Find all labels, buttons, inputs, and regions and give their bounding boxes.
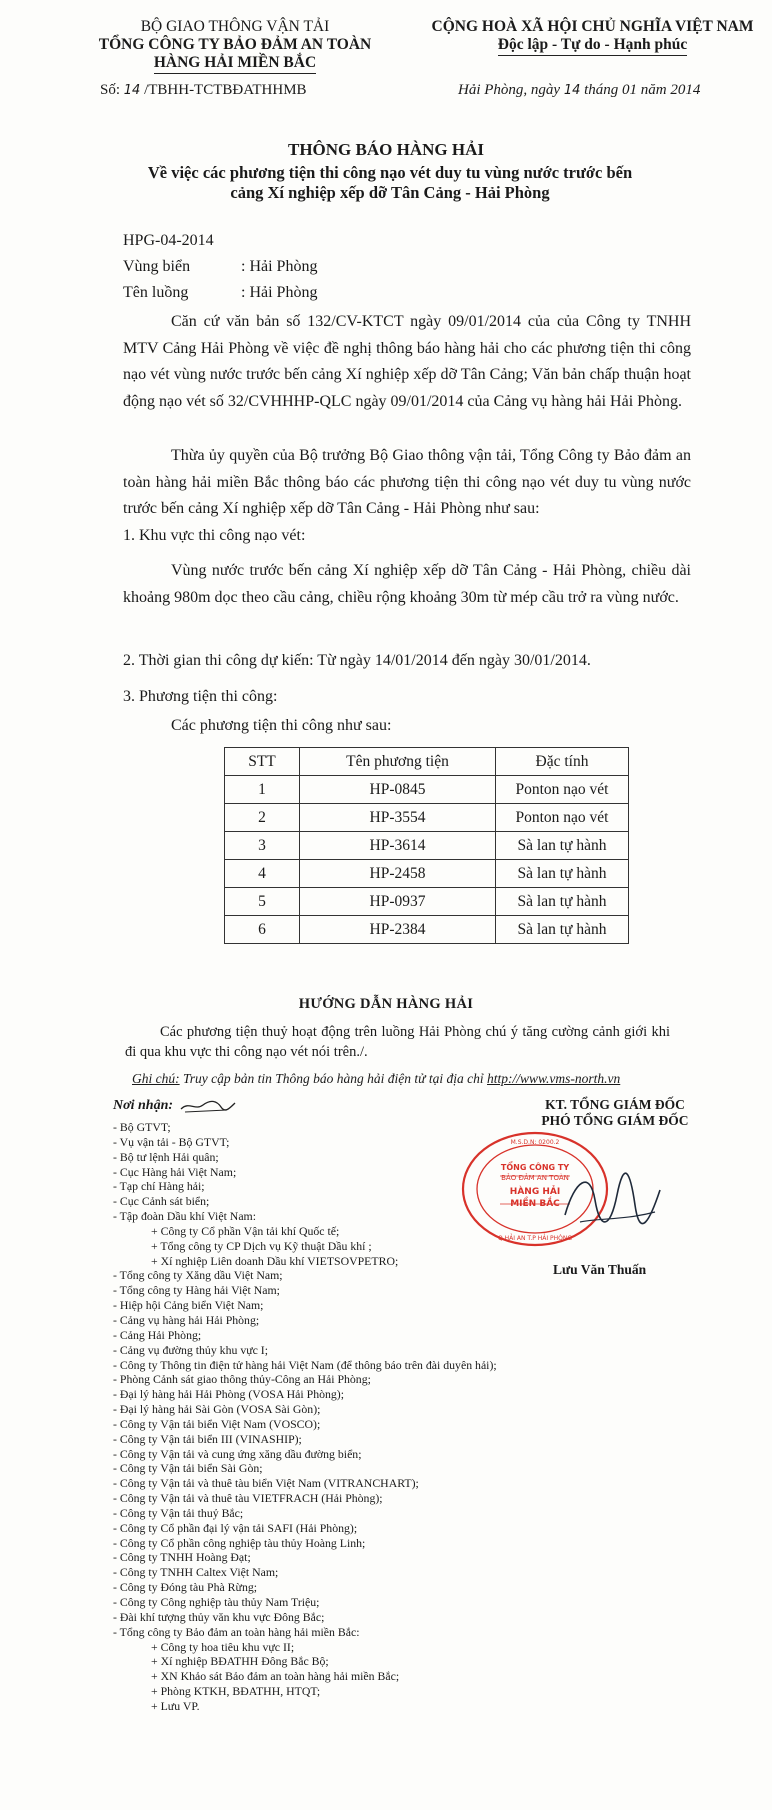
paragraph-basis: Căn cứ văn bản số 132/CV-KTCT ngày 09/01/2014 của của Công ty TNHH MTV Cảng Hải Phòng về việc đề nghị thông báo hàng hải cho các phương tiện thi công nạo vét vùng nước trước bến cảng Xí nghiệp xếp dỡ Tân Cảng; Văn bản chấp thuận hoạt động nạo vét số 32/CVHHHP-QLC ngày 09/01/2014 của Cảng vụ hàng hải Hải Phòng. bbox=[123, 313, 691, 410]
recipient-item: - Công ty Vận tải biển Sài Gòn; bbox=[113, 1461, 263, 1476]
recipient-item: - Công ty Vận tải và cung ứng xăng dầu đường biển; bbox=[113, 1446, 362, 1461]
country-name: CỘNG HOÀ XÃ HỘI CHỦ NGHĨA VIỆT NAM bbox=[431, 18, 754, 35]
national-motto: Độc lập - Tự do - Hạnh phúc bbox=[498, 36, 687, 56]
cell-vehicle: HP-0845 bbox=[300, 776, 496, 804]
recipient-item: - Hiệp hội Cảng biển Việt Nam; bbox=[113, 1298, 264, 1313]
vehicles-table bbox=[224, 747, 629, 944]
cell-stt: 1 bbox=[225, 776, 300, 804]
website-link[interactable]: http://www.vms-north.vn bbox=[487, 1071, 621, 1086]
cell-vehicle: HP-2384 bbox=[300, 916, 496, 944]
recipient-item: - Tạp chí Hàng hải; bbox=[113, 1179, 205, 1194]
table-header-row bbox=[225, 748, 629, 776]
place-date-prefix: Hải Phòng, ngày bbox=[458, 82, 561, 98]
signature-title-line1: KT. TỔNG GIÁM ĐỐC bbox=[545, 1097, 685, 1112]
recipient-item: - Phòng Cảnh sát giao thông thủy-Công an Hải Phòng; bbox=[113, 1372, 371, 1387]
sea-area-value: : Hải Phòng bbox=[241, 258, 318, 275]
cell-type: Sà lan tự hành bbox=[496, 860, 629, 888]
place-date bbox=[458, 82, 700, 99]
recipient-item: - Công ty Vận tải và thuê tàu biển Việt Nam (VITRANCHART); bbox=[113, 1476, 419, 1491]
recipient-item: - Đại lý hàng hải Sài Gòn (VOSA Sài Gòn); bbox=[113, 1402, 321, 1417]
section-2: 2. Thời gian thi công dự kiến: Từ ngày 14/01/2014 đến ngày 30/01/2014. bbox=[123, 652, 591, 669]
section-1-text: Vùng nước trước bến cảng Xí nghiệp xếp dỡ Tân Cảng - Hải Phòng, chiều dài khoảng 980m dọc theo cầu cảng, chiều rộng khoảng 30m từ mép cầu trở ra vùng nước. bbox=[123, 562, 691, 606]
recipient-item: + XN Khảo sát Bảo đảm an toàn hàng hải miền Bắc; bbox=[151, 1669, 400, 1684]
document-title: THÔNG BÁO HÀNG HẢI bbox=[288, 140, 484, 159]
cell-vehicle: HP-2458 bbox=[300, 860, 496, 888]
svg-text:Q.HẢI AN T.P HẢI PHÒNG: Q.HẢI AN T.P HẢI PHÒNG bbox=[497, 1235, 573, 1242]
recipient-item: - Công ty Đóng tàu Phà Rừng; bbox=[113, 1580, 258, 1595]
recipient-item: - Bộ GTVT; bbox=[113, 1120, 171, 1134]
cell-stt: 6 bbox=[225, 916, 300, 944]
cell-type: Sà lan tự hành bbox=[496, 888, 629, 916]
recipient-item: - Cục Cảnh sát biển; bbox=[113, 1194, 210, 1209]
signature-title-line2: PHÓ TỔNG GIÁM ĐỐC bbox=[541, 1113, 689, 1128]
recipient-item: - Tổng công ty Bảo đảm an toàn hàng hải miền Bắc: bbox=[113, 1624, 360, 1639]
recipient-item: - Tập đoàn Dầu khí Việt Nam: bbox=[113, 1209, 257, 1224]
recipient-item: + Công ty hoa tiêu khu vực II; bbox=[151, 1639, 295, 1654]
table-row bbox=[225, 776, 629, 804]
recipient-item: - Cảng vụ đường thủy khu vực I; bbox=[113, 1342, 269, 1357]
signature-block-title bbox=[490, 1097, 740, 1129]
document-subtitle: Về việc các phương tiện thi công nạo vét duy tu vùng nước trước bến cảng Xí nghiệp xếp dỡ Tân Cảng - Hải Phòng bbox=[147, 163, 633, 202]
place-date-suffix: tháng 01 năm 2014 bbox=[584, 82, 701, 98]
recipient-item: + Xí nghiệp BĐATHH Đông Bắc Bộ; bbox=[151, 1654, 329, 1669]
table-row bbox=[225, 916, 629, 944]
svg-text:HÀNG HẢI: HÀNG HẢI bbox=[509, 1187, 561, 1197]
place-date-day: 14 bbox=[563, 83, 581, 98]
section-1-heading: 1. Khu vực thi công nạo vét: bbox=[123, 527, 306, 544]
recipient-item: - Cục Hàng hải Việt Nam; bbox=[113, 1164, 237, 1179]
recipient-item: - Tổng công ty Hàng hải Việt Nam; bbox=[113, 1283, 280, 1298]
cell-vehicle: HP-3614 bbox=[300, 832, 496, 860]
table-row bbox=[225, 888, 629, 916]
company-name-line1: TỔNG CÔNG TY BẢO ĐẢM AN TOÀN bbox=[98, 36, 372, 53]
svg-text:MIỀN BẮC: MIỀN BẮC bbox=[510, 1199, 560, 1209]
recipients-heading bbox=[113, 1097, 237, 1115]
doc-no-handwritten: 14 bbox=[123, 83, 141, 98]
cell-vehicle: HP-0937 bbox=[300, 888, 496, 916]
recipient-item: - Vụ vận tải - Bộ GTVT; bbox=[113, 1134, 230, 1149]
recipient-item: - Công ty Công nghiệp tàu thủy Nam Triệu; bbox=[113, 1595, 320, 1609]
recipient-item: - Công ty Cổ phần đại lý vận tải SAFI (Hải Phòng); bbox=[113, 1520, 358, 1535]
guidance-text: Các phương tiện thuỷ hoạt động trên luồng Hải Phòng chú ý tăng cường cảnh giới khi đi qua khu vực thi công nạo vét nói trên./. bbox=[125, 1024, 670, 1060]
doc-no-suffix: /TBHH-TCTBĐATHHMB bbox=[144, 82, 307, 98]
recipient-item: - Cảng Hải Phòng; bbox=[113, 1327, 202, 1342]
recipients-list bbox=[113, 1120, 497, 1714]
section-3-text: Các phương tiện thi công như sau: bbox=[171, 717, 392, 734]
national-header bbox=[420, 18, 765, 56]
recipient-item: + Xí nghiệp Liên doanh Dầu khí VIETSOVPETRO; bbox=[151, 1253, 399, 1268]
paragraph-authority: Thừa ủy quyền của Bộ trưởng Bộ Giao thông vận tải, Tổng Công ty Bảo đảm an toàn hàng hải miền Bắc thông báo các phương tiện thi công nạo vét duy tu vùng nước trước bến cảng Xí nghiệp xếp dỡ Tân Cảng - Hải Phòng như sau: bbox=[123, 447, 691, 517]
recipient-item: + Phòng KTKH, BĐATHH, HTQT; bbox=[151, 1684, 321, 1699]
note-label: Ghi chú: bbox=[132, 1071, 180, 1086]
channel-value: : Hải Phòng bbox=[241, 284, 318, 301]
notice-code: HPG-04-2014 bbox=[123, 232, 214, 249]
agency-name: BỘ GIAO THÔNG VẬN TẢI bbox=[140, 18, 330, 35]
signature-icon bbox=[555, 1160, 665, 1240]
recipient-item: - Bộ tư lệnh Hải quân; bbox=[113, 1149, 219, 1164]
recipient-item: - Tổng công ty Xăng dầu Việt Nam; bbox=[113, 1268, 283, 1283]
recipient-item: - Đài khí tượng thủy văn khu vực Đông Bắc; bbox=[113, 1609, 325, 1624]
channel-label: Tên luồng bbox=[123, 284, 189, 301]
table-row bbox=[225, 832, 629, 860]
company-name-line2: HÀNG HẢI MIỀN BẮC bbox=[154, 54, 316, 74]
recipient-item: - Công ty Vận tải biển Việt Nam (VOSCO); bbox=[113, 1416, 321, 1431]
note-text: Truy cập bản tin Thông báo hàng hải điện tử tại địa chỉ bbox=[179, 1071, 487, 1086]
column-header-vehicle: Tên phương tiện bbox=[300, 748, 496, 776]
channel-row bbox=[123, 284, 317, 302]
recipient-item: + Tổng công ty CP Dịch vụ Kỹ thuật Dầu khí ; bbox=[151, 1238, 372, 1253]
cell-stt: 2 bbox=[225, 804, 300, 832]
recipient-item: - Công ty Cổ phần công nghiệp tàu thủy Hoàng Linh; bbox=[113, 1535, 366, 1550]
recipient-item: - Công ty Vận tải biển III (VINASHIP); bbox=[113, 1431, 302, 1446]
recipient-item: - Cảng vụ hàng hải Hải Phòng; bbox=[113, 1312, 260, 1327]
svg-text:TỔNG CÔNG TY: TỔNG CÔNG TY bbox=[500, 1163, 570, 1172]
document-number bbox=[100, 82, 307, 99]
svg-text:M.S.D.N: 0200.2: M.S.D.N: 0200.2 bbox=[510, 1139, 560, 1146]
cell-stt: 5 bbox=[225, 888, 300, 916]
cell-stt: 3 bbox=[225, 832, 300, 860]
recipient-item: - Công ty TNHH Caltex Việt Nam; bbox=[113, 1565, 279, 1580]
recipient-item: - Công ty Vận tải thuỷ Bắc; bbox=[113, 1505, 244, 1520]
svg-text:BẢO ĐẢM AN TOÀN: BẢO ĐẢM AN TOÀN bbox=[501, 1174, 569, 1182]
recipient-item: - Đại lý hàng hải Hải Phòng (VOSA Hải Phòng); bbox=[113, 1387, 345, 1402]
cell-type: Ponton nạo vét bbox=[496, 804, 629, 832]
table-row bbox=[225, 860, 629, 888]
cell-type: Ponton nạo vét bbox=[496, 776, 629, 804]
signatory-name: Lưu Văn Thuấn bbox=[553, 1262, 647, 1277]
table-row bbox=[225, 804, 629, 832]
initials-mark-icon bbox=[177, 1097, 237, 1115]
sea-area-row bbox=[123, 258, 317, 276]
recipients-heading-label: Nơi nhận: bbox=[113, 1098, 174, 1114]
recipient-item: + Công ty Cổ phần Vận tải khí Quốc tế; bbox=[151, 1223, 340, 1238]
recipient-item: - Công ty Thông tin điện tử hàng hải Việt Nam (để thông báo trên đài duyên hải); bbox=[113, 1357, 497, 1372]
column-header-type: Đặc tính bbox=[496, 748, 629, 776]
issuer-header bbox=[60, 18, 410, 74]
cell-type: Sà lan tự hành bbox=[496, 832, 629, 860]
column-header-stt: STT bbox=[225, 748, 300, 776]
guidance-heading: HƯỚNG DẪN HÀNG HẢI bbox=[298, 996, 474, 1012]
cell-vehicle: HP-3554 bbox=[300, 804, 496, 832]
recipient-item: - Công ty Vận tải và thuê tàu VIETFRACH (Hải Phòng); bbox=[113, 1491, 383, 1506]
section-3-heading: 3. Phương tiện thi công: bbox=[123, 688, 278, 705]
note-line bbox=[132, 1071, 620, 1087]
cell-type: Sà lan tự hành bbox=[496, 916, 629, 944]
recipient-item: - Công ty TNHH Hoàng Đạt; bbox=[113, 1550, 251, 1565]
sea-area-label: Vùng biển bbox=[123, 258, 191, 275]
cell-stt: 4 bbox=[225, 860, 300, 888]
recipient-item: + Lưu VP. bbox=[151, 1698, 200, 1713]
doc-no-label: Số: bbox=[100, 82, 121, 98]
